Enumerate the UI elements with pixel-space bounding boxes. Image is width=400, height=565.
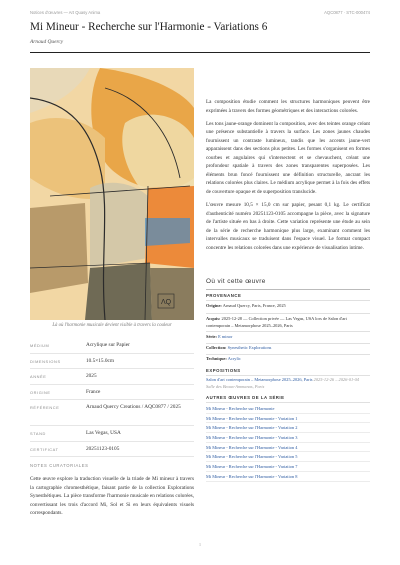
serie-link[interactable]: E minor — [218, 334, 233, 339]
curatorial-notes-text: Cette œuvre explore la traduction visuelle de la triade de Mi mineur à travers la cartographie chromesthétique, faisant partie de la collection Explorations Synesthétiques. La pièce transforme l'harmonie musicale en relations colorées, convertissant les trois d'accord Mi, Sol et Si en leurs équivalents visuels correspondants. — [30, 476, 194, 517]
where-section-heading: Où vit cette œuvre — [206, 278, 370, 290]
series-divider — [206, 402, 370, 403]
spec-label: ORIGINE — [30, 389, 51, 395]
artwork-image — [30, 68, 194, 320]
provenance-divider — [206, 300, 370, 301]
description-paragraph: La composition étudie comment les structures harmoniques peuvent être exprimées à travers des formes géométriques et des interactions colorées. — [206, 99, 370, 114]
curatorial-notes-heading: NOTES CURATORIALES — [30, 463, 89, 468]
spec-value: 20251123-0105 — [86, 445, 120, 452]
exposition-date: 2025-12-26 – 2026-01-04 — [313, 377, 359, 382]
provenance-divider — [206, 313, 370, 314]
spec-label: MÉDIUM — [30, 343, 50, 348]
series-item-link[interactable]: Mi Mineur - Recherche sur l'Harmonie - Variation 4 — [206, 443, 370, 453]
provenance-acquis — [206, 316, 370, 329]
spec-label: DIMENSIONS — [30, 358, 61, 364]
provenance-divider — [206, 331, 370, 332]
spec-label: CERTIFICAT — [30, 446, 59, 452]
provenance-divider — [206, 354, 370, 355]
spec-row-certificate — [30, 442, 194, 458]
spec-row-origin — [30, 385, 194, 401]
serie-label: Série: — [206, 334, 217, 339]
top-bar — [30, 10, 370, 18]
collection-link[interactable]: Synesthetic Explorations — [227, 345, 272, 350]
specs-table — [30, 338, 194, 457]
provenance-serie — [206, 334, 370, 341]
acquis-value: 2025-12-28 — Collection privée — Las Vegas, USA lors de Salon d'art contemporain – Metamorphose 2025–2026, Paris — [206, 316, 347, 328]
spec-value: 10.5×15.0cm — [86, 357, 114, 364]
exposition-venue: Salle des Beaux-Ammanas, Paris — [206, 383, 265, 389]
series-heading: AUTRES ŒUVRES DE LA SÉRIE — [206, 395, 285, 400]
artwork-description — [206, 98, 370, 257]
series-item-link[interactable]: Mi Mineur - Recherche sur l'Harmonie - Variation 1 — [206, 414, 370, 424]
spec-row-dimensions — [30, 354, 194, 370]
provenance-heading: PROVENANCE — [206, 293, 242, 298]
acquis-label: Acquis: — [206, 316, 221, 321]
origin-value: Arnaud Quercy, Paris, France, 2025 — [222, 303, 286, 308]
series-item-link[interactable]: Mi Mineur - Recherche sur l'Harmonie - Variation 2 — [206, 423, 370, 433]
spec-row-stand — [30, 426, 194, 442]
page-title: Mi Mineur - Recherche sur l'Harmonie - Variations 6 — [30, 21, 268, 33]
artwork-caption: Là où l'harmonie musicale devient visible à travers la couleur — [52, 323, 172, 328]
expositions-divider — [206, 375, 370, 376]
technique-label: Technique: — [206, 356, 227, 361]
series-item-link[interactable]: Mi Mineur - Recherche sur l'Harmonie - Variation 3 — [206, 433, 370, 443]
series-item-link[interactable]: Mi Mineur - Recherche sur l'Harmonie - Variation 7 — [206, 462, 370, 472]
spec-row-medium — [30, 338, 194, 354]
series-item-link[interactable]: Mi Mineur - Recherche sur l'Harmonie - Variation 8 — [206, 472, 370, 482]
series-item-link[interactable]: Mi Mineur - Recherche sur l'Harmonie - Variation 5 — [206, 452, 370, 462]
description-paragraph: L'œuvre mesure 10,5 × 15,0 cm sur papier, pesant 0,1 kg. Le certificat d'authenticité numéro 20251123-0105 accompagne la pièce, avec la signature de l'artiste située en bas à droite. Cette variation représente une étude au sein de la série de recherche harmonique plus large, examinant comment les intervalles musicaux se traduisent dans l'espace visuel. Le format compact concentre les relations colorées dans une expérience de visualisation intime. — [206, 202, 370, 251]
breadcrumb: Notices d'œuvres — Art Quasy Anima — [30, 10, 101, 15]
origin-label: Origine: — [206, 303, 222, 308]
spec-value: Arnaud Quercy Creations / AQC0877 / 2025 — [86, 404, 181, 410]
exposition-link[interactable]: Salon d'art contemporain – Metamorphose 2025–2026, Paris — [206, 377, 313, 382]
artist-monogram: ΛQ — [161, 299, 172, 306]
provenance-origin — [206, 303, 370, 310]
title-divider — [30, 52, 370, 53]
series-item-link[interactable]: Mi Mineur - Recherche sur l'Harmonie — [206, 404, 370, 414]
spec-value: France — [86, 388, 101, 395]
collection-label: Collection: — [206, 345, 227, 350]
expositions-heading: EXPOSITIONS — [206, 368, 241, 373]
description-paragraph: Les tons jaune-orange dominent la composition, avec des teintes orange créant une présence substantielle à travers la surface. Les zones jaunes chaudes fournissent un contraste lumineux, tandis que les accents jaune-vert apparaissent dans des sections plus petites. Les formes s'organisent en formes courbes et angulaires qui s'intersectent et se chevauchent, créant une profondeur spatiale à travers des zones transparentes superposées. Les éléments brun foncé fournissent une définition structurelle, ancrant les relations colorées plus claires. Le médium acrylique permet à la fois des effets de couverture opaque et de superposition translucide. — [206, 120, 370, 195]
spec-label: STAND — [30, 431, 46, 436]
spec-label: ANNÉE — [30, 374, 47, 379]
provenance-collection — [206, 345, 370, 352]
technique-link[interactable]: Acrylic — [227, 356, 241, 361]
page-number: 1 — [198, 542, 202, 547]
artist-name: Arnaud Quercy — [30, 39, 64, 45]
exposition-entry — [206, 377, 370, 390]
spec-row-year — [30, 369, 194, 385]
spec-value: Las Vegas, USA — [86, 430, 121, 436]
reference-code: AQC0877 · STC-000474 — [324, 10, 370, 15]
artwork-painting — [30, 68, 194, 320]
provenance-technique — [206, 356, 370, 363]
series-list — [206, 404, 370, 482]
spec-row-reference — [30, 400, 194, 426]
spec-label: RÉFÉRENCE — [30, 405, 60, 410]
provenance-divider — [206, 343, 370, 344]
spec-value: Acrylique sur Papier — [86, 342, 130, 348]
spec-value: 2025 — [86, 373, 97, 379]
